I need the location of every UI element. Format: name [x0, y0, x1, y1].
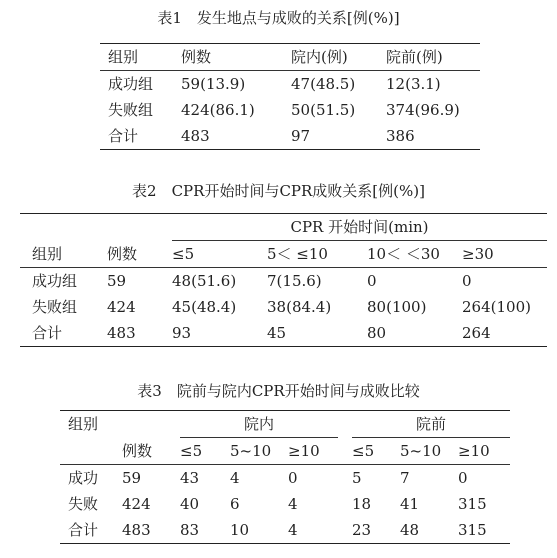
table-cell: 424(86.1) — [181, 101, 255, 119]
table-cell: 43 — [180, 469, 200, 487]
header-cell: 院前(例) — [386, 48, 443, 66]
table-row — [60, 491, 510, 517]
header-cell: 5~10 — [400, 442, 442, 460]
table3-caption: 表3 院前与院内CPR开始时间与成败比较 — [137, 382, 420, 400]
table-cell: 合计 — [108, 127, 139, 145]
table-row — [100, 97, 480, 123]
table-cell: 4 — [288, 521, 298, 539]
table-cell: 5 — [352, 469, 362, 487]
table-cell: 48 — [400, 521, 420, 539]
group-gap — [338, 517, 352, 544]
table-cell: 374(96.9) — [386, 101, 460, 119]
table-row — [20, 294, 547, 320]
table-cell: 成功组 — [108, 75, 154, 93]
group-header-cpr-time: CPR 开始时间(min) — [172, 214, 547, 241]
table-cell: 47(48.5) — [291, 75, 356, 93]
table-cell: 38(84.4) — [267, 298, 332, 316]
table-cell: 7(15.6) — [267, 272, 322, 290]
table-cell: 48(51.6) — [172, 272, 237, 290]
table-cell: 264 — [462, 324, 491, 342]
table-cell: 80(100) — [367, 298, 427, 316]
table-cell: 80 — [367, 324, 387, 342]
table-cell: 45 — [267, 324, 287, 342]
group-gap — [338, 491, 352, 517]
table-group-header-row — [60, 411, 510, 438]
table-cell: 7 — [400, 469, 410, 487]
table-cell: 18 — [352, 495, 372, 513]
table-cell: 59 — [107, 272, 127, 290]
header-cell: ≤5 — [180, 442, 203, 460]
table-header-row — [60, 438, 510, 465]
table-cell: 483 — [122, 521, 151, 539]
table-row — [60, 465, 510, 492]
group-gap — [338, 465, 352, 492]
table-row — [20, 268, 547, 295]
header-cell: 例数 — [181, 48, 212, 66]
table-row — [100, 123, 480, 150]
header-cell: 组别 — [68, 415, 99, 434]
table1-caption: 表1 发生地点与成败的关系[例(%)] — [157, 9, 400, 27]
table-cell: 4 — [288, 495, 298, 513]
table-cell: 59(13.9) — [181, 75, 246, 93]
table2-caption: 表2 CPR开始时间与CPR成败关系[例(%)] — [132, 182, 425, 200]
table-header-row — [100, 44, 480, 71]
header-cell: 10＜ ＜30 — [367, 245, 440, 263]
table-cell: 10 — [230, 521, 250, 539]
table-row — [60, 517, 510, 544]
group-gap — [338, 411, 352, 438]
table-cell: 23 — [352, 521, 372, 539]
table-row — [20, 320, 547, 347]
table-cell: 12(3.1) — [386, 75, 441, 93]
table2 — [20, 213, 547, 347]
table-cell: 424 — [107, 298, 136, 316]
table-cell: 315 — [458, 495, 487, 513]
table-cell: 0 — [367, 272, 377, 290]
table-cell: 93 — [172, 324, 192, 342]
table-cell: 386 — [386, 127, 415, 145]
table-cell: 41 — [400, 495, 420, 513]
table-cell: 4 — [230, 469, 240, 487]
table-cell: 0 — [288, 469, 298, 487]
table-cell: 失败组 — [32, 298, 78, 316]
table3 — [60, 410, 510, 544]
header-cell: 组别 — [20, 214, 107, 268]
table-cell: 合计 — [32, 324, 63, 342]
header-cell: 例数 — [107, 214, 172, 268]
header-cell: 5＜ ≤10 — [267, 245, 328, 263]
table-cell: 83 — [180, 521, 200, 539]
table-group-header-row — [20, 214, 547, 241]
table1 — [100, 43, 480, 150]
header-cell: ≤5 — [172, 245, 195, 263]
table-cell: 483 — [107, 324, 136, 342]
table-cell: 失败 — [68, 495, 99, 513]
table-cell: 0 — [462, 272, 472, 290]
table-row — [100, 71, 480, 98]
table-cell: 315 — [458, 521, 487, 539]
header-cell — [60, 438, 122, 465]
table-cell: 成功 — [68, 469, 99, 487]
header-cell: 组别 — [108, 48, 139, 66]
header-cell: ≥10 — [288, 442, 320, 460]
table-cell: 50(51.5) — [291, 101, 356, 119]
table-cell: 483 — [181, 127, 210, 145]
header-cell: 院内(例) — [291, 48, 348, 66]
header-cell: 例数 — [122, 441, 153, 460]
table-cell: 成功组 — [32, 272, 78, 290]
table-cell: 45(48.4) — [172, 298, 237, 316]
group-gap — [338, 438, 352, 465]
table-cell: 40 — [180, 495, 200, 513]
header-cell: 5~10 — [230, 442, 272, 460]
table-cell: 0 — [458, 469, 468, 487]
table-cell: 97 — [291, 127, 311, 145]
header-cell: ≥30 — [462, 245, 494, 263]
header-cell: ≤5 — [352, 442, 375, 460]
header-cell: ≥10 — [458, 442, 490, 460]
table-cell: 失败组 — [108, 101, 154, 119]
table-cell: 59 — [122, 469, 142, 487]
table-cell: 合计 — [68, 521, 99, 539]
table-cell: 264(100) — [462, 298, 531, 316]
table-cell: 6 — [230, 495, 240, 513]
table-cell: 424 — [122, 495, 151, 513]
group-header-prehospital: 院前 — [352, 411, 510, 438]
group-header-inside: 院内 — [180, 411, 338, 438]
